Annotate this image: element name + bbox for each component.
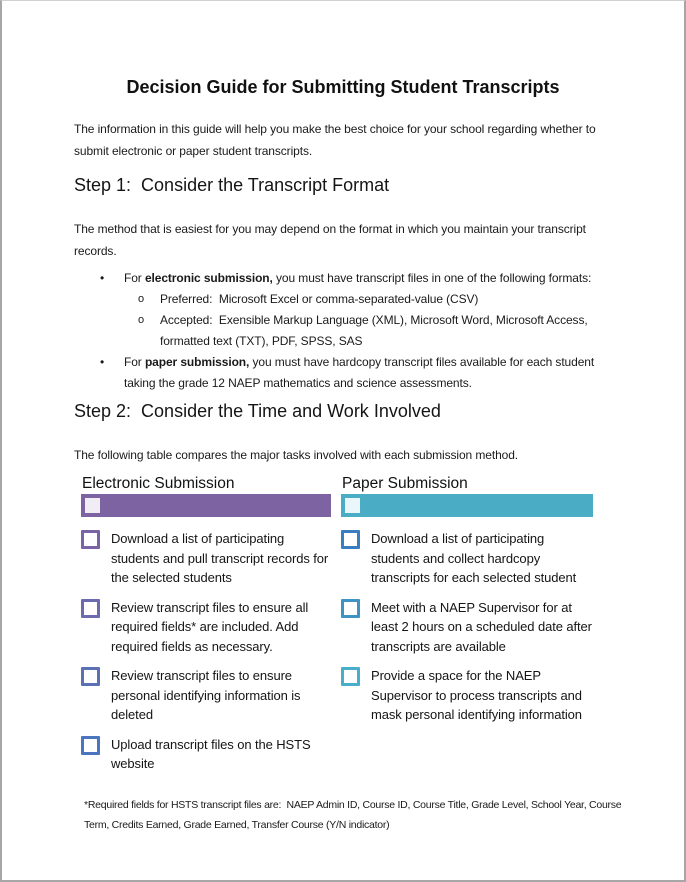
paper-submission-column [341,474,596,784]
task-item [341,529,593,588]
bullet-text [124,268,598,289]
bullet-text-bold: paper submission, [144,355,250,369]
sub-bullet-marker: o [138,293,145,305]
electronic-task-list [81,529,331,774]
page-content [2,77,684,835]
task-text: Review transcript files to ensure personal identifying information is deleted [111,668,304,722]
task-text: Meet with a NAEP Supervisor for at least 2 hours on a scheduled date after transcripts are available [371,599,596,654]
sub-bullet-preferred [138,289,612,310]
task-text: Download a list of participating students and collect hardcopy transcripts for each selected student [371,531,577,585]
bullet-marker: • [100,271,105,285]
paper-task-list [341,529,596,725]
task-item [81,735,331,774]
electronic-bar-chip [85,498,100,513]
task-checkbox[interactable] [81,667,100,686]
task-text: Provide a space for the NAEP Supervisor to process transcripts and mask personal identifying information [371,668,586,722]
submission-comparison-table [81,474,612,784]
bullet-text [124,352,598,394]
sub-bullet-marker: o [138,314,145,326]
task-checkbox[interactable] [81,736,100,755]
bullet-text-rest: you must have hardcopy transcript files available for each student taking the grade 12 NAEP mathematics and science assessments. [124,355,598,390]
electronic-submission-column [81,474,331,784]
electronic-header-bar [81,494,331,517]
task-item [81,598,331,657]
bullet-text-prefix: For [124,355,145,369]
bullet-paper-submission [98,352,612,394]
format-bullet-list [74,268,612,394]
bullet-electronic-submission [98,268,612,289]
bullet-marker: • [100,355,105,369]
bullet-text-prefix: For [124,271,145,285]
paper-bar-chip [345,498,360,513]
bullet-text-bold: electronic submission, [144,271,273,285]
task-text: Upload transcript files on the HSTS website [111,736,315,771]
task-item [341,598,596,657]
task-item [81,666,331,725]
task-checkbox[interactable] [341,599,360,618]
sub-bullet-text: Accepted: Exensible Markup Language (XML), Microsoft Word, Microsoft Access, formatted text (TXT), PDF, SPSS, SAS [160,313,591,348]
task-checkbox[interactable] [341,530,360,549]
intro-paragraph: The information in this guide will help you make the best choice for your school regarding whether to submit electronic or paper student transcripts. [74,122,599,158]
task-text: Download a list of participating students and pull transcript records for the selected students [111,531,332,585]
step1-heading: Step 1: Consider the Transcript Format [74,175,390,195]
bullet-text-rest: you must have transcript files in one of the following formats: [272,271,592,285]
task-checkbox[interactable] [341,667,360,686]
task-checkbox[interactable] [81,530,100,549]
electronic-column-header: Electronic Submission [82,475,235,492]
task-checkbox[interactable] [81,599,100,618]
task-item [341,666,593,725]
sub-bullet-text: Preferred: Microsoft Excel or comma-separated-value (CSV) [160,292,479,306]
paper-column-header: Paper Submission [342,475,468,492]
required-fields-footnote: *Required fields for HSTS transcript files are: NAEP Admin ID, Course ID, Course Title, Grade Level, School Year, Course Term, Credits Earned, Grade Earned, Transfer Course (Y/N indicator) [84,798,624,831]
step2-paragraph: The following table compares the major tasks involved with each submission method. [74,448,519,462]
task-item [81,529,331,588]
task-text: Review transcript files to ensure all required fields* are included. Add required fields as necessary. [111,599,312,654]
format-sub-list [138,289,612,352]
page-title: Decision Guide for Submitting Student Transcripts [126,77,560,97]
paper-header-bar [341,494,593,517]
step1-paragraph: The method that is easiest for you may depend on the format in which you maintain your transcript records. [74,222,590,258]
step2-heading: Step 2: Consider the Time and Work Involved [74,401,441,421]
sub-bullet-accepted [138,310,612,352]
